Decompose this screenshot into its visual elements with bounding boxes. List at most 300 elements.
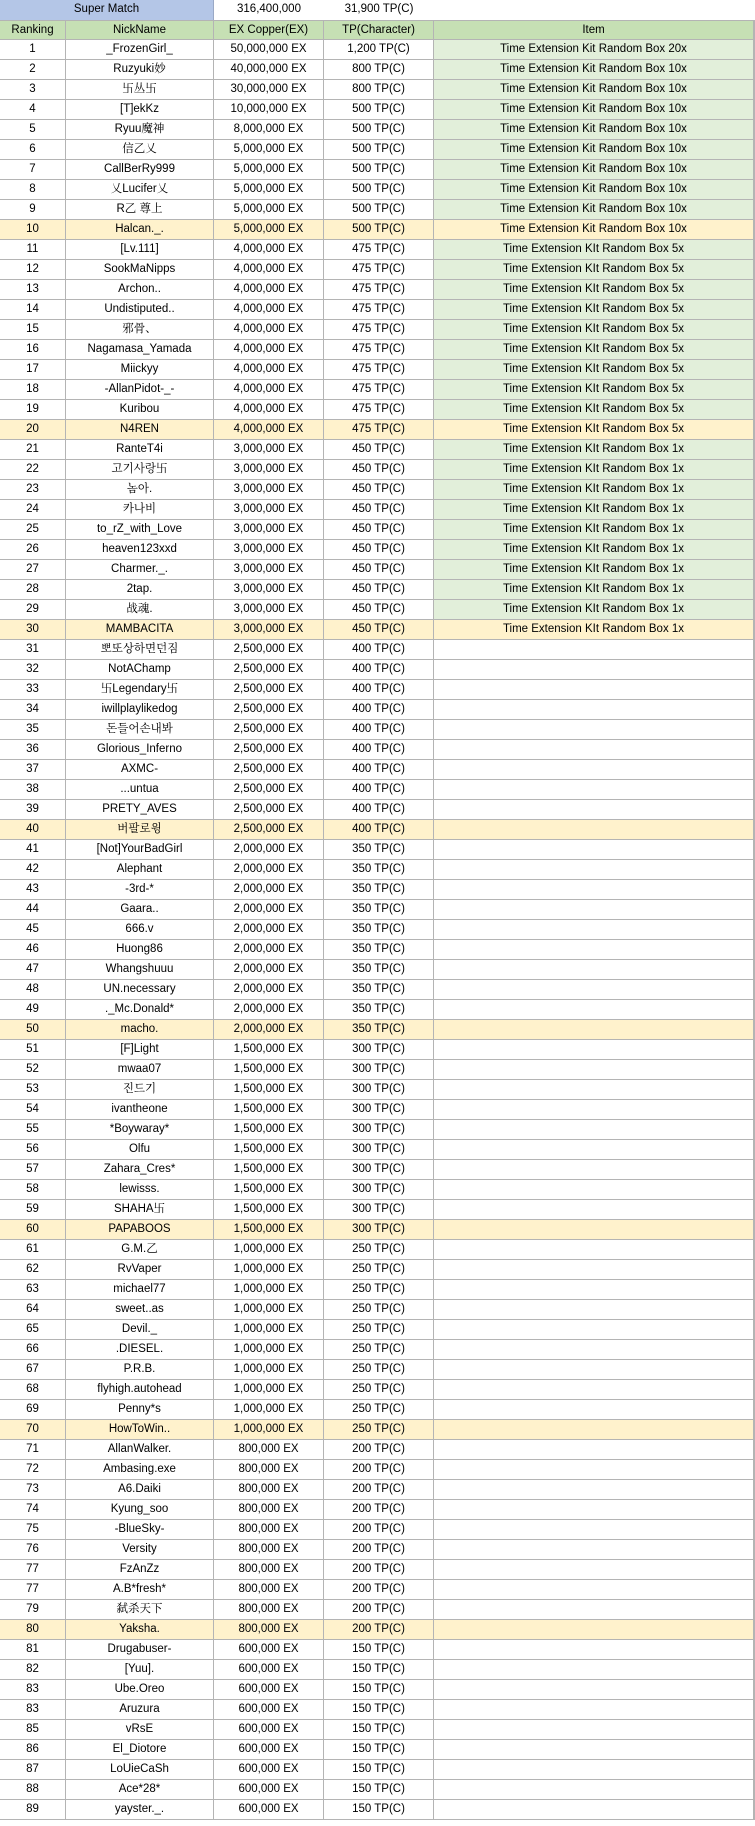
- tp-cell[interactable]: 400 TP(C): [324, 680, 434, 700]
- item-cell[interactable]: Time Extension KIt Random Box 5x: [434, 260, 754, 280]
- tp-cell[interactable]: 500 TP(C): [324, 180, 434, 200]
- tp-cell[interactable]: 150 TP(C): [324, 1780, 434, 1800]
- ex-copper-cell[interactable]: 600,000 EX: [214, 1800, 324, 1820]
- tp-cell[interactable]: 250 TP(C): [324, 1340, 434, 1360]
- ex-copper-cell[interactable]: 600,000 EX: [214, 1780, 324, 1800]
- ranking-cell[interactable]: 5: [0, 120, 66, 140]
- nickname-cell[interactable]: -AllanPidot-_-: [66, 380, 214, 400]
- nickname-cell[interactable]: [T]ekKz: [66, 100, 214, 120]
- tp-cell[interactable]: 300 TP(C): [324, 1180, 434, 1200]
- ranking-cell[interactable]: 4: [0, 100, 66, 120]
- ranking-cell[interactable]: 85: [0, 1720, 66, 1740]
- nickname-cell[interactable]: 战魂.: [66, 600, 214, 620]
- ex-copper-cell[interactable]: 3,000,000 EX: [214, 540, 324, 560]
- item-cell[interactable]: [434, 1180, 754, 1200]
- ranking-cell[interactable]: 28: [0, 580, 66, 600]
- nickname-cell[interactable]: P.R.B.: [66, 1360, 214, 1380]
- ex-copper-cell[interactable]: 4,000,000 EX: [214, 360, 324, 380]
- nickname-cell[interactable]: Zahara_Cres*: [66, 1160, 214, 1180]
- ex-copper-cell[interactable]: 600,000 EX: [214, 1740, 324, 1760]
- ex-copper-cell[interactable]: 2,500,000 EX: [214, 760, 324, 780]
- tp-cell[interactable]: 400 TP(C): [324, 820, 434, 840]
- ranking-cell[interactable]: 87: [0, 1760, 66, 1780]
- item-cell[interactable]: [434, 1000, 754, 1020]
- tp-cell[interactable]: 500 TP(C): [324, 200, 434, 220]
- tp-cell[interactable]: 300 TP(C): [324, 1160, 434, 1180]
- nickname-cell[interactable]: Ryuu魔神: [66, 120, 214, 140]
- item-cell[interactable]: [434, 1500, 754, 1520]
- item-cell[interactable]: Time Extension Kit Random Box 10x: [434, 180, 754, 200]
- ranking-cell[interactable]: 41: [0, 840, 66, 860]
- item-cell[interactable]: [434, 880, 754, 900]
- ex-copper-cell[interactable]: 2,500,000 EX: [214, 740, 324, 760]
- tp-cell[interactable]: 150 TP(C): [324, 1640, 434, 1660]
- ex-copper-cell[interactable]: 1,000,000 EX: [214, 1320, 324, 1340]
- ranking-cell[interactable]: 11: [0, 240, 66, 260]
- item-cell[interactable]: Time Extension Kit Random Box 10x: [434, 120, 754, 140]
- ranking-cell[interactable]: 18: [0, 380, 66, 400]
- nickname-cell[interactable]: N4REN: [66, 420, 214, 440]
- item-cell[interactable]: [434, 820, 754, 840]
- ranking-cell[interactable]: 27: [0, 560, 66, 580]
- ranking-cell[interactable]: 37: [0, 760, 66, 780]
- ranking-cell[interactable]: 55: [0, 1120, 66, 1140]
- item-cell[interactable]: [434, 1300, 754, 1320]
- ranking-cell[interactable]: 21: [0, 440, 66, 460]
- ranking-cell[interactable]: 31: [0, 640, 66, 660]
- ex-copper-cell[interactable]: 800,000 EX: [214, 1520, 324, 1540]
- nickname-cell[interactable]: Devil._: [66, 1320, 214, 1340]
- ranking-cell[interactable]: 80: [0, 1620, 66, 1640]
- item-cell[interactable]: [434, 1420, 754, 1440]
- nickname-cell[interactable]: flyhigh.autohead: [66, 1380, 214, 1400]
- ex-copper-cell[interactable]: 10,000,000 EX: [214, 100, 324, 120]
- nickname-cell[interactable]: lewisss.: [66, 1180, 214, 1200]
- ex-copper-cell[interactable]: 3,000,000 EX: [214, 620, 324, 640]
- nickname-cell[interactable]: 버팔로윙: [66, 820, 214, 840]
- total-ex-copper[interactable]: 316,400,000: [237, 3, 301, 15]
- nickname-cell[interactable]: Kuribou: [66, 400, 214, 420]
- nickname-cell[interactable]: yayster._.: [66, 1800, 214, 1820]
- nickname-cell[interactable]: Aruzura: [66, 1700, 214, 1720]
- ex-copper-cell[interactable]: 3,000,000 EX: [214, 480, 324, 500]
- ranking-cell[interactable]: 60: [0, 1220, 66, 1240]
- ex-copper-cell[interactable]: 4,000,000 EX: [214, 260, 324, 280]
- ranking-cell[interactable]: 43: [0, 880, 66, 900]
- item-cell[interactable]: Time Extension KIt Random Box 1x: [434, 560, 754, 580]
- ranking-cell[interactable]: 81: [0, 1640, 66, 1660]
- tp-cell[interactable]: 350 TP(C): [324, 1000, 434, 1020]
- ranking-cell[interactable]: 56: [0, 1140, 66, 1160]
- tp-cell[interactable]: 400 TP(C): [324, 740, 434, 760]
- nickname-cell[interactable]: _FrozenGirl_: [66, 40, 214, 60]
- tp-cell[interactable]: 200 TP(C): [324, 1460, 434, 1480]
- nickname-cell[interactable]: Glorious_Inferno: [66, 740, 214, 760]
- ranking-cell[interactable]: 34: [0, 700, 66, 720]
- ranking-cell[interactable]: 86: [0, 1740, 66, 1760]
- ex-copper-cell[interactable]: 2,500,000 EX: [214, 700, 324, 720]
- tp-cell[interactable]: 350 TP(C): [324, 860, 434, 880]
- ranking-cell[interactable]: 77: [0, 1580, 66, 1600]
- tp-cell[interactable]: 150 TP(C): [324, 1680, 434, 1700]
- item-cell[interactable]: [434, 840, 754, 860]
- ranking-cell[interactable]: 20: [0, 420, 66, 440]
- tp-cell[interactable]: 300 TP(C): [324, 1120, 434, 1140]
- tp-cell[interactable]: 350 TP(C): [324, 980, 434, 1000]
- ex-copper-cell[interactable]: 5,000,000 EX: [214, 200, 324, 220]
- nickname-cell[interactable]: Undistiputed..: [66, 300, 214, 320]
- item-cell[interactable]: Time Extension KIt Random Box 5x: [434, 300, 754, 320]
- ranking-cell[interactable]: 54: [0, 1100, 66, 1120]
- nickname-cell[interactable]: [Yuu].: [66, 1660, 214, 1680]
- item-cell[interactable]: Time Extension KIt Random Box 5x: [434, 400, 754, 420]
- tp-cell[interactable]: 400 TP(C): [324, 640, 434, 660]
- ranking-cell[interactable]: 19: [0, 400, 66, 420]
- ranking-cell[interactable]: 22: [0, 460, 66, 480]
- ex-copper-cell[interactable]: 2,500,000 EX: [214, 660, 324, 680]
- tp-cell[interactable]: 150 TP(C): [324, 1760, 434, 1780]
- nickname-cell[interactable]: Penny*s: [66, 1400, 214, 1420]
- ranking-cell[interactable]: 16: [0, 340, 66, 360]
- item-cell[interactable]: [434, 960, 754, 980]
- ex-copper-cell[interactable]: 800,000 EX: [214, 1480, 324, 1500]
- nickname-cell[interactable]: 666.v: [66, 920, 214, 940]
- item-cell[interactable]: [434, 1140, 754, 1160]
- ranking-cell[interactable]: 70: [0, 1420, 66, 1440]
- item-cell[interactable]: [434, 1120, 754, 1140]
- ex-copper-cell[interactable]: 4,000,000 EX: [214, 280, 324, 300]
- header-ranking[interactable]: Ranking: [0, 20, 66, 40]
- item-cell[interactable]: Time Extension KIt Random Box 1x: [434, 580, 754, 600]
- nickname-cell[interactable]: Drugabuser-: [66, 1640, 214, 1660]
- nickname-cell[interactable]: ...untua: [66, 780, 214, 800]
- ex-copper-cell[interactable]: 5,000,000 EX: [214, 180, 324, 200]
- ex-copper-cell[interactable]: 600,000 EX: [214, 1680, 324, 1700]
- ranking-cell[interactable]: 57: [0, 1160, 66, 1180]
- ex-copper-cell[interactable]: 1,500,000 EX: [214, 1160, 324, 1180]
- ranking-cell[interactable]: 29: [0, 600, 66, 620]
- nickname-cell[interactable]: CallBerRy999: [66, 160, 214, 180]
- ranking-cell[interactable]: 1: [0, 40, 66, 60]
- ex-copper-cell[interactable]: 800,000 EX: [214, 1620, 324, 1640]
- ranking-cell[interactable]: 36: [0, 740, 66, 760]
- ranking-cell[interactable]: 61: [0, 1240, 66, 1260]
- nickname-cell[interactable]: Versity: [66, 1540, 214, 1560]
- item-cell[interactable]: [434, 700, 754, 720]
- tp-cell[interactable]: 450 TP(C): [324, 600, 434, 620]
- item-cell[interactable]: [434, 1240, 754, 1260]
- ranking-cell[interactable]: 52: [0, 1060, 66, 1080]
- nickname-cell[interactable]: Yaksha.: [66, 1620, 214, 1640]
- nickname-cell[interactable]: sweet..as: [66, 1300, 214, 1320]
- tp-cell[interactable]: 250 TP(C): [324, 1360, 434, 1380]
- tp-cell[interactable]: 475 TP(C): [324, 300, 434, 320]
- item-cell[interactable]: [434, 1660, 754, 1680]
- ex-copper-cell[interactable]: 2,000,000 EX: [214, 860, 324, 880]
- tp-cell[interactable]: 400 TP(C): [324, 660, 434, 680]
- ex-copper-cell[interactable]: 800,000 EX: [214, 1460, 324, 1480]
- ex-copper-cell[interactable]: 4,000,000 EX: [214, 340, 324, 360]
- item-cell[interactable]: [434, 1260, 754, 1280]
- ranking-cell[interactable]: 62: [0, 1260, 66, 1280]
- tp-cell[interactable]: 300 TP(C): [324, 1220, 434, 1240]
- ex-copper-cell[interactable]: 4,000,000 EX: [214, 240, 324, 260]
- ranking-cell[interactable]: 15: [0, 320, 66, 340]
- ex-copper-cell[interactable]: 2,000,000 EX: [214, 1020, 324, 1040]
- item-cell[interactable]: Time Extension KIt Random Box 1x: [434, 620, 754, 640]
- ranking-cell[interactable]: 7: [0, 160, 66, 180]
- tp-cell[interactable]: 500 TP(C): [324, 120, 434, 140]
- nickname-cell[interactable]: 邪骨、: [66, 320, 214, 340]
- ex-copper-cell[interactable]: 800,000 EX: [214, 1500, 324, 1520]
- nickname-cell[interactable]: SHAHA卐: [66, 1200, 214, 1220]
- ranking-cell[interactable]: 89: [0, 1800, 66, 1820]
- ranking-cell[interactable]: 13: [0, 280, 66, 300]
- ex-copper-cell[interactable]: 1,500,000 EX: [214, 1180, 324, 1200]
- ex-copper-cell[interactable]: 2,500,000 EX: [214, 800, 324, 820]
- nickname-cell[interactable]: Ube.Oreo: [66, 1680, 214, 1700]
- tp-cell[interactable]: 800 TP(C): [324, 60, 434, 80]
- nickname-cell[interactable]: michael77: [66, 1280, 214, 1300]
- tp-cell[interactable]: 475 TP(C): [324, 240, 434, 260]
- nickname-cell[interactable]: PAPABOOS: [66, 1220, 214, 1240]
- ex-copper-cell[interactable]: 5,000,000 EX: [214, 220, 324, 240]
- ex-copper-cell[interactable]: 800,000 EX: [214, 1540, 324, 1560]
- nickname-cell[interactable]: Nagamasa_Yamada: [66, 340, 214, 360]
- ranking-cell[interactable]: 82: [0, 1660, 66, 1680]
- ex-copper-cell[interactable]: 2,500,000 EX: [214, 780, 324, 800]
- ranking-cell[interactable]: 77: [0, 1560, 66, 1580]
- item-cell[interactable]: [434, 1580, 754, 1600]
- ex-copper-cell[interactable]: 1,000,000 EX: [214, 1260, 324, 1280]
- ex-copper-cell[interactable]: 2,500,000 EX: [214, 820, 324, 840]
- item-cell[interactable]: [434, 1540, 754, 1560]
- item-cell[interactable]: [434, 1640, 754, 1660]
- ex-copper-cell[interactable]: 8,000,000 EX: [214, 120, 324, 140]
- ex-copper-cell[interactable]: 1,500,000 EX: [214, 1060, 324, 1080]
- item-cell[interactable]: [434, 740, 754, 760]
- item-cell[interactable]: Time Extension KIt Random Box 5x: [434, 360, 754, 380]
- ex-copper-cell[interactable]: 4,000,000 EX: [214, 400, 324, 420]
- ranking-cell[interactable]: 2: [0, 60, 66, 80]
- tp-cell[interactable]: 200 TP(C): [324, 1620, 434, 1640]
- item-cell[interactable]: Time Extension Kit Random Box 10x: [434, 200, 754, 220]
- nickname-cell[interactable]: 卐Legendary卐: [66, 680, 214, 700]
- tp-cell[interactable]: 400 TP(C): [324, 760, 434, 780]
- item-cell[interactable]: [434, 1060, 754, 1080]
- nickname-cell[interactable]: 뽀또상하면던짐: [66, 640, 214, 660]
- nickname-cell[interactable]: UN.necessary: [66, 980, 214, 1000]
- tp-cell[interactable]: 350 TP(C): [324, 900, 434, 920]
- tp-cell[interactable]: 450 TP(C): [324, 500, 434, 520]
- ranking-cell[interactable]: 51: [0, 1040, 66, 1060]
- ranking-cell[interactable]: 79: [0, 1600, 66, 1620]
- nickname-cell[interactable]: [Not]YourBadGirl: [66, 840, 214, 860]
- ranking-cell[interactable]: 76: [0, 1540, 66, 1560]
- item-cell[interactable]: [434, 1720, 754, 1740]
- ex-copper-cell[interactable]: 2,500,000 EX: [214, 640, 324, 660]
- tp-cell[interactable]: 350 TP(C): [324, 920, 434, 940]
- nickname-cell[interactable]: -BlueSky-: [66, 1520, 214, 1540]
- ranking-cell[interactable]: 50: [0, 1020, 66, 1040]
- item-cell[interactable]: Time Extension KIt Random Box 1x: [434, 540, 754, 560]
- ranking-cell[interactable]: 58: [0, 1180, 66, 1200]
- nickname-cell[interactable]: SookMaNipps: [66, 260, 214, 280]
- nickname-cell[interactable]: 乂Lucifer乂: [66, 180, 214, 200]
- tp-cell[interactable]: 475 TP(C): [324, 280, 434, 300]
- tp-cell[interactable]: 500 TP(C): [324, 220, 434, 240]
- nickname-cell[interactable]: 信乙乂: [66, 140, 214, 160]
- tp-cell[interactable]: 250 TP(C): [324, 1320, 434, 1340]
- tp-cell[interactable]: 475 TP(C): [324, 260, 434, 280]
- ex-copper-cell[interactable]: 1,500,000 EX: [214, 1140, 324, 1160]
- ranking-cell[interactable]: 9: [0, 200, 66, 220]
- item-cell[interactable]: [434, 920, 754, 940]
- total-tp[interactable]: 31,900 TP(C): [344, 3, 414, 15]
- tp-cell[interactable]: 800 TP(C): [324, 80, 434, 100]
- ranking-cell[interactable]: 12: [0, 260, 66, 280]
- ranking-cell[interactable]: 6: [0, 140, 66, 160]
- nickname-cell[interactable]: 진드기: [66, 1080, 214, 1100]
- item-cell[interactable]: [434, 1380, 754, 1400]
- item-cell[interactable]: Time Extension Kit Random Box 10x: [434, 100, 754, 120]
- nickname-cell[interactable]: macho.: [66, 1020, 214, 1040]
- tp-cell[interactable]: 475 TP(C): [324, 420, 434, 440]
- tp-cell[interactable]: 250 TP(C): [324, 1300, 434, 1320]
- ranking-cell[interactable]: 42: [0, 860, 66, 880]
- ex-copper-cell[interactable]: 1,000,000 EX: [214, 1400, 324, 1420]
- ex-copper-cell[interactable]: 2,000,000 EX: [214, 880, 324, 900]
- ex-copper-cell[interactable]: 3,000,000 EX: [214, 600, 324, 620]
- ex-copper-cell[interactable]: 40,000,000 EX: [214, 60, 324, 80]
- ex-copper-cell[interactable]: 4,000,000 EX: [214, 320, 324, 340]
- item-cell[interactable]: [434, 1020, 754, 1040]
- item-cell[interactable]: Time Extension Kit Random Box 10x: [434, 140, 754, 160]
- header-ex-copper[interactable]: EX Copper(EX): [214, 20, 324, 40]
- tp-cell[interactable]: 500 TP(C): [324, 160, 434, 180]
- ex-copper-cell[interactable]: 1,000,000 EX: [214, 1420, 324, 1440]
- ex-copper-cell[interactable]: 1,000,000 EX: [214, 1240, 324, 1260]
- tp-cell[interactable]: 500 TP(C): [324, 140, 434, 160]
- ranking-cell[interactable]: 40: [0, 820, 66, 840]
- ranking-cell[interactable]: 14: [0, 300, 66, 320]
- ex-copper-cell[interactable]: 1,000,000 EX: [214, 1300, 324, 1320]
- nickname-cell[interactable]: El_Diotore: [66, 1740, 214, 1760]
- ranking-cell[interactable]: 63: [0, 1280, 66, 1300]
- item-cell[interactable]: [434, 1400, 754, 1420]
- ex-copper-cell[interactable]: 30,000,000 EX: [214, 80, 324, 100]
- ex-copper-cell[interactable]: 600,000 EX: [214, 1760, 324, 1780]
- ex-copper-cell[interactable]: 600,000 EX: [214, 1660, 324, 1680]
- tp-cell[interactable]: 300 TP(C): [324, 1140, 434, 1160]
- ranking-cell[interactable]: 66: [0, 1340, 66, 1360]
- nickname-cell[interactable]: vRsE: [66, 1720, 214, 1740]
- tp-cell[interactable]: 300 TP(C): [324, 1040, 434, 1060]
- item-cell[interactable]: [434, 980, 754, 1000]
- ranking-cell[interactable]: 83: [0, 1700, 66, 1720]
- ranking-cell[interactable]: 26: [0, 540, 66, 560]
- nickname-cell[interactable]: Halcan._.: [66, 220, 214, 240]
- tp-cell[interactable]: 450 TP(C): [324, 560, 434, 580]
- tp-cell[interactable]: 350 TP(C): [324, 940, 434, 960]
- nickname-cell[interactable]: Huong86: [66, 940, 214, 960]
- ex-copper-cell[interactable]: 5,000,000 EX: [214, 140, 324, 160]
- ranking-cell[interactable]: 73: [0, 1480, 66, 1500]
- ranking-cell[interactable]: 64: [0, 1300, 66, 1320]
- nickname-cell[interactable]: 2tap.: [66, 580, 214, 600]
- ranking-cell[interactable]: 74: [0, 1500, 66, 1520]
- nickname-cell[interactable]: ivantheone: [66, 1100, 214, 1120]
- tp-cell[interactable]: 450 TP(C): [324, 540, 434, 560]
- tp-cell[interactable]: 150 TP(C): [324, 1800, 434, 1820]
- item-cell[interactable]: [434, 1780, 754, 1800]
- ex-copper-cell[interactable]: 800,000 EX: [214, 1440, 324, 1460]
- nickname-cell[interactable]: 고기사랑卐: [66, 460, 214, 480]
- item-cell[interactable]: [434, 1220, 754, 1240]
- nickname-cell[interactable]: to_rZ_with_Love: [66, 520, 214, 540]
- ranking-cell[interactable]: 47: [0, 960, 66, 980]
- tp-cell[interactable]: 450 TP(C): [324, 520, 434, 540]
- ex-copper-cell[interactable]: 3,000,000 EX: [214, 440, 324, 460]
- ranking-cell[interactable]: 30: [0, 620, 66, 640]
- ex-copper-cell[interactable]: 2,000,000 EX: [214, 840, 324, 860]
- tp-cell[interactable]: 250 TP(C): [324, 1400, 434, 1420]
- item-cell[interactable]: [434, 1460, 754, 1480]
- item-cell[interactable]: [434, 1040, 754, 1060]
- tp-cell[interactable]: 200 TP(C): [324, 1600, 434, 1620]
- ranking-cell[interactable]: 67: [0, 1360, 66, 1380]
- tp-cell[interactable]: 400 TP(C): [324, 720, 434, 740]
- tp-cell[interactable]: 450 TP(C): [324, 580, 434, 600]
- nickname-cell[interactable]: Archon..: [66, 280, 214, 300]
- tp-cell[interactable]: 200 TP(C): [324, 1540, 434, 1560]
- item-cell[interactable]: [434, 1100, 754, 1120]
- ex-copper-cell[interactable]: 2,000,000 EX: [214, 980, 324, 1000]
- ranking-cell[interactable]: 49: [0, 1000, 66, 1020]
- tp-cell[interactable]: 200 TP(C): [324, 1440, 434, 1460]
- ex-copper-cell[interactable]: 1,500,000 EX: [214, 1040, 324, 1060]
- item-cell[interactable]: Time Extension KIt Random Box 1x: [434, 440, 754, 460]
- item-cell[interactable]: Time Extension KIt Random Box 1x: [434, 500, 754, 520]
- nickname-cell[interactable]: HowToWin..: [66, 1420, 214, 1440]
- item-cell[interactable]: [434, 1080, 754, 1100]
- item-cell[interactable]: [434, 680, 754, 700]
- ranking-cell[interactable]: 46: [0, 940, 66, 960]
- ex-copper-cell[interactable]: 2,000,000 EX: [214, 940, 324, 960]
- tp-cell[interactable]: 475 TP(C): [324, 360, 434, 380]
- item-cell[interactable]: [434, 640, 754, 660]
- item-cell[interactable]: [434, 760, 754, 780]
- ranking-cell[interactable]: 71: [0, 1440, 66, 1460]
- item-cell[interactable]: Time Extension KIt Random Box 1x: [434, 600, 754, 620]
- item-cell[interactable]: Time Extension KIt Random Box 5x: [434, 280, 754, 300]
- nickname-cell[interactable]: R乙 尊上: [66, 200, 214, 220]
- ex-copper-cell[interactable]: 2,000,000 EX: [214, 920, 324, 940]
- item-cell[interactable]: [434, 1600, 754, 1620]
- tp-cell[interactable]: 300 TP(C): [324, 1080, 434, 1100]
- item-cell[interactable]: [434, 1480, 754, 1500]
- nickname-cell[interactable]: .DIESEL.: [66, 1340, 214, 1360]
- tp-cell[interactable]: 450 TP(C): [324, 440, 434, 460]
- item-cell[interactable]: Time Extension KIt Random Box 1x: [434, 460, 754, 480]
- item-cell[interactable]: Time Extension KIt Random Box 1x: [434, 520, 754, 540]
- tp-cell[interactable]: 400 TP(C): [324, 780, 434, 800]
- ex-copper-cell[interactable]: 3,000,000 EX: [214, 460, 324, 480]
- tp-cell[interactable]: 400 TP(C): [324, 700, 434, 720]
- ex-copper-cell[interactable]: 1,500,000 EX: [214, 1200, 324, 1220]
- ranking-cell[interactable]: 32: [0, 660, 66, 680]
- ranking-cell[interactable]: 24: [0, 500, 66, 520]
